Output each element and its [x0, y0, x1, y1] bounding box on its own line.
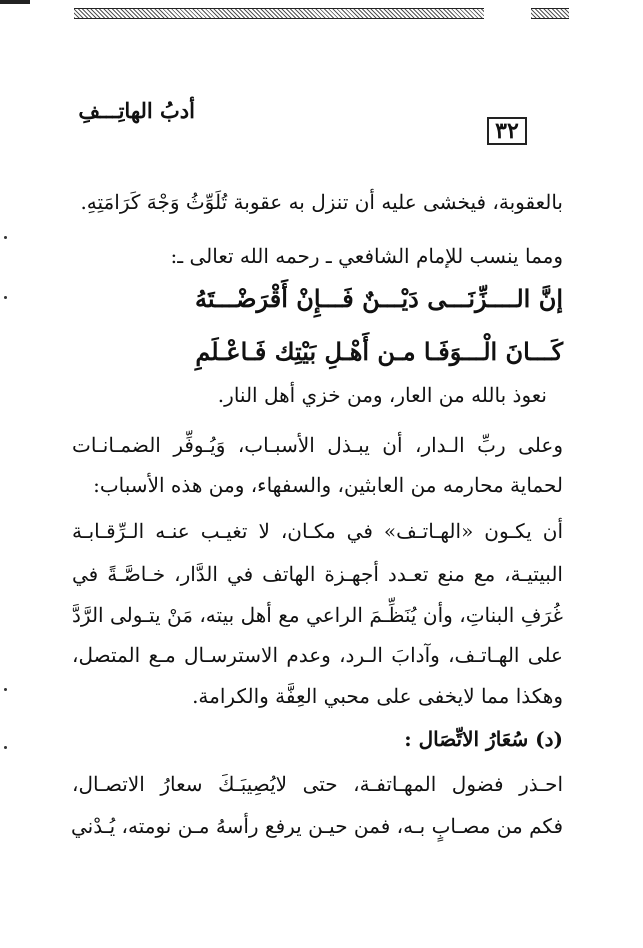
- text-line: أن يكـون «الهـاتـف» في مكـان، لا تغيـب عنـه الـرِّقـابـة: [72, 519, 563, 543]
- text-line: وهكذا مما لايخفى على محبي العِفَّة والكرامة.: [192, 684, 563, 708]
- text-line: بالعقوبة، فيخشى عليه أن تنزل به عقوبة تُلَوِّثُ وَجْهَ كَرَامَتِهِ.: [80, 190, 563, 214]
- text-line: احـذر فضول المهـاتفـة، حتى لايُصِيبَـكَ سعارُ الاتصـال،: [72, 772, 563, 796]
- text-line: غُرَفِ البناتِ، وأن يُنَظِّـمَ الراعي مع أهل بيته، مَنْ يتـولى الرَّدَّ: [72, 603, 563, 627]
- text-line: فكم من مصـابٍ بـه، فمن حيـن يرفع رأسهُ مـن نومته، يُـدْني: [71, 814, 563, 838]
- margin-mark: [4, 236, 7, 239]
- section-heading: (د) سُعَارُ الاتِّصَال :: [404, 727, 563, 751]
- margin-mark: [4, 746, 7, 749]
- text-line: وعلى ربِّ الـدار، أن يبـذل الأسبـاب، وَيُـوفِّر الضمـانـات: [72, 433, 563, 457]
- running-header-title: أدبُ الهاتِـــفِ: [78, 98, 195, 123]
- header-decorative-rule-left: [74, 8, 484, 19]
- text-line: ومما ينسب للإمام الشافعي ـ رحمه الله تعالى ـ:: [170, 244, 563, 268]
- poem-verse-1: إنَّ الــــزِّنَـــى دَيْـــنٌ فَـــإِنْ أَقْرَضْـــتَهُ: [194, 284, 563, 313]
- text-line: على الهـاتـف، وآدابَ الـرد، وعدم الاسترسـال مـع المتصل،: [72, 643, 563, 667]
- margin-mark: [4, 688, 7, 691]
- page-number: ٣٢: [487, 117, 527, 145]
- poem-verse-2: كَـــانَ الْـــوَفَـا مـن أَهْـلِ بَيْتِك فَـاعْـلَمِ: [195, 337, 563, 366]
- margin-mark: [4, 296, 7, 299]
- scan-artifact: [0, 0, 30, 4]
- text-line: نعوذ بالله من العار، ومن خزي أهل النار.: [217, 383, 547, 407]
- text-line: لحماية محارمه من العابثين، والسفهاء، ومن هذه الأسباب:: [93, 473, 563, 497]
- header-decorative-rule-right: [531, 8, 569, 19]
- text-line: البيتيـة، مع منع تعـدد أجهـزة الهاتف في الدَّار، خـاصَّـةً في: [72, 562, 563, 586]
